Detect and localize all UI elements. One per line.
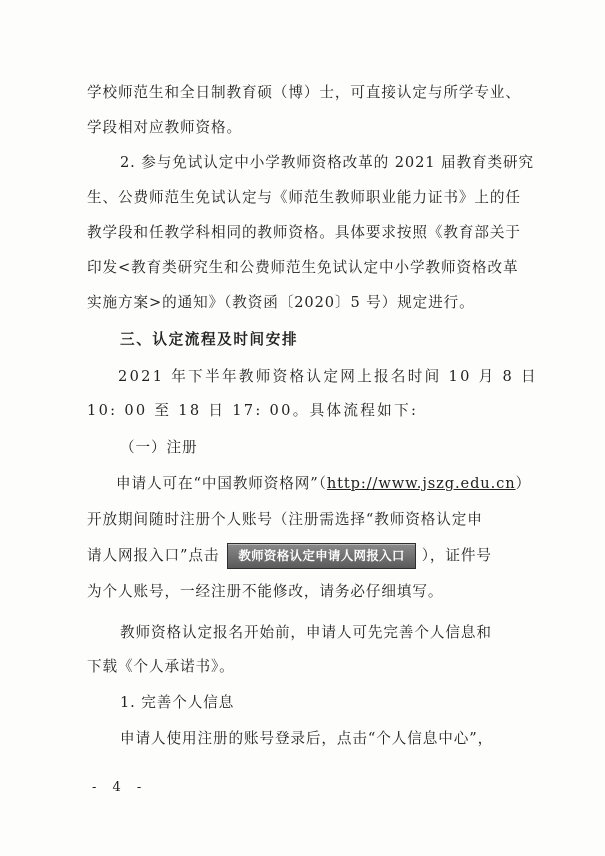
section-heading: 三、认定流程及时间安排 (120, 331, 299, 348)
register-line-1-prefix: 申请人可在“中国教师资格网”（ (116, 475, 327, 492)
jszg-website-link[interactable]: http://www.jszg.edu.cn (326, 475, 516, 492)
step-1-text: 申请人使用注册的账号登录后，点击“个人信息中心”， (120, 730, 494, 747)
prepare-line-1: 教师资格认定报名开始前，申请人可先完善个人信息和 (120, 624, 492, 641)
schedule-line-1: 2021 年下半年教师资格认定网上报名时间 10 月 8 日 (118, 368, 538, 385)
register-line-2: 开放期间随时注册个人账号（注册需选择“教师资格认定申 (87, 511, 483, 528)
schedule-line-2: 10: 00 至 18 日 17: 00。具体流程如下: (87, 402, 419, 419)
paragraph-2-line-5: 实施方案>的通知》（教资函〔2020〕5 号）规定进行。 (87, 294, 475, 311)
register-line-4: 为个人账号，一经注册不能修改，请务必仔细填写。 (87, 583, 444, 600)
register-line-3 (87, 541, 517, 571)
register-line-3-suffix: ），证件号 (421, 547, 492, 564)
register-line-1-suffix: ） (515, 475, 532, 492)
register-line-1 (116, 469, 546, 499)
paragraph-2-line-2: 生、公费师范生免试认定与《师范生教师职业能力证书》上的任 (87, 189, 521, 206)
prepare-line-2: 下载《个人承诺书》。 (87, 658, 235, 675)
paragraph-1-line-1: 学校师范生和全日制教育硕（博）士，可直接认定与所学专业、 (87, 84, 521, 101)
page-number: - 4 - (92, 780, 148, 795)
paragraph-2-line-1: 2. 参与免试认定中小学教师资格改革的 2021 届教育类研究 (120, 154, 534, 171)
applicant-registration-entry-button[interactable]: 教师资格认定申请人网报入口 (227, 543, 415, 569)
step-1-heading: 1. 完善个人信息 (120, 694, 235, 711)
paragraph-2-line-4: 印发<教育类研究生和公费师范生免试认定中小学教师资格改革 (87, 259, 519, 276)
register-subheading: （一）注册 (120, 439, 198, 456)
paragraph-1-line-2: 学段相对应教师资格。 (87, 119, 242, 136)
register-line-3-prefix: 请人网报入口”点击 (87, 547, 220, 564)
paragraph-2-line-3: 教学段和任教学科相同的教师资格。具体要求按照《教育部关于 (87, 224, 521, 241)
